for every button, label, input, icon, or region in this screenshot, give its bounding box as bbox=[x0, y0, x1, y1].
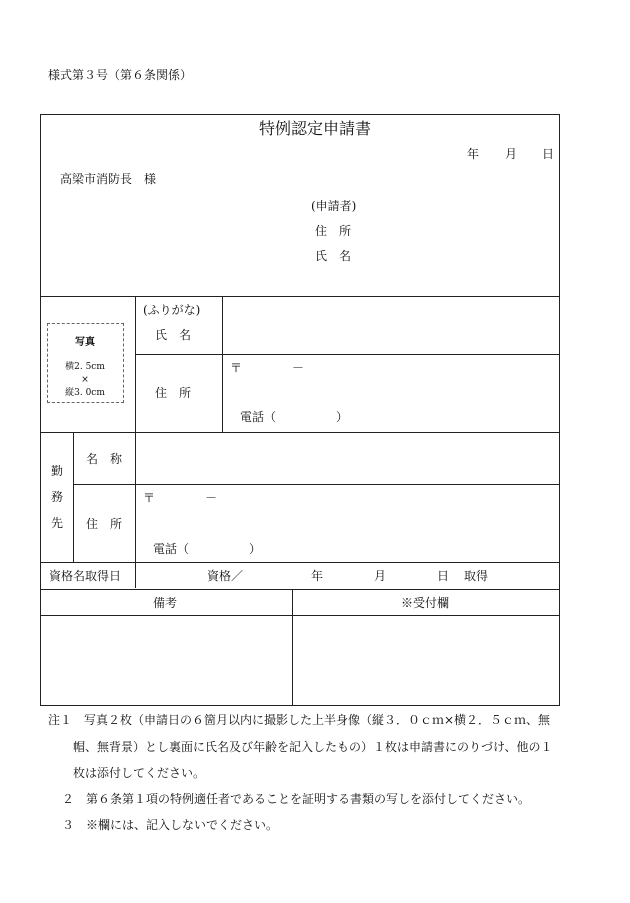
workplace-name-label: 名 称 bbox=[86, 452, 123, 466]
note-1-line-2: 帽、無背景）とし裏面に氏名及び年齢を記入したもの）１枚は申請書にのりづけ、他の１ bbox=[73, 740, 553, 754]
rule-qualification-bottom bbox=[40, 589, 560, 590]
rule-header-bottom bbox=[40, 296, 560, 297]
note-2: ２ 第６条第１項の特例適任者であることを証明する書類の写しを添付してください。 bbox=[62, 792, 531, 806]
workplace-char-2: 務 bbox=[51, 490, 64, 504]
person-postal-mark: 〒 bbox=[230, 361, 243, 375]
qualification-name[interactable]: 資格／ bbox=[207, 569, 244, 583]
form-title: 特例認定申請書 bbox=[258, 119, 371, 138]
workplace-address-label: 住 所 bbox=[86, 517, 123, 531]
applicant-address-label: 住 所 bbox=[315, 224, 352, 238]
date-month[interactable]: 月 bbox=[505, 147, 518, 161]
photo-width: 横2. 5cm bbox=[65, 362, 105, 372]
person-name-label: 氏 名 bbox=[155, 328, 192, 342]
addressee: 高梁市消防長 様 bbox=[60, 172, 157, 186]
furigana-label: (ふりがな) bbox=[143, 303, 201, 317]
qualification-year: 年 bbox=[311, 569, 324, 583]
rule-remarks-divider bbox=[292, 589, 293, 706]
rule-label-column bbox=[135, 296, 136, 588]
rule-workplace-vertical bbox=[73, 432, 74, 562]
rule-person-value-column bbox=[222, 296, 223, 432]
qualification-acquired: 取得 bbox=[464, 569, 489, 583]
workplace-postal-dash: － bbox=[205, 491, 218, 505]
qualification-month: 月 bbox=[374, 569, 387, 583]
person-postal-dash: － bbox=[292, 361, 305, 375]
reception-header: ※受付欄 bbox=[401, 596, 450, 610]
workplace-phone-field[interactable]: 電話（ ） bbox=[153, 542, 262, 556]
date-year[interactable]: 年 bbox=[467, 147, 480, 161]
workplace-postal-mark: 〒 bbox=[143, 491, 156, 505]
rule-workplace-bottom bbox=[40, 562, 560, 563]
workplace-char-3: 先 bbox=[51, 516, 64, 530]
form-number: 様式第３号（第６条関係） bbox=[48, 68, 193, 82]
applicant-heading: (申請者) bbox=[311, 199, 357, 213]
person-address-label: 住 所 bbox=[155, 386, 192, 400]
rule-name-bottom bbox=[135, 354, 560, 355]
person-phone-field[interactable]: 電話（ ） bbox=[240, 410, 349, 424]
rule-remarks-header-bottom bbox=[40, 615, 560, 616]
note-3: ３ ※欄には、記入しないでください。 bbox=[62, 818, 279, 832]
rule-workplace-name-bottom bbox=[73, 484, 560, 485]
workplace-char-1: 勤 bbox=[51, 464, 64, 478]
note-1-line-3: 枚は添付してください。 bbox=[73, 766, 206, 780]
date-day[interactable]: 日 bbox=[542, 147, 555, 161]
photo-placeholder bbox=[47, 323, 124, 403]
qualification-day: 日 bbox=[437, 569, 450, 583]
qualification-label: 資格名取得日 bbox=[49, 569, 122, 583]
rule-person-bottom bbox=[40, 432, 560, 433]
photo-label: 写真 bbox=[75, 337, 95, 348]
note-1-line-1: 注１ 写真２枚（申請日の６箇月以内に撮影した上半身像（縦３．０ｃｍ×横２．５ｃｍ、無 bbox=[48, 713, 551, 727]
remarks-header: 備考 bbox=[153, 596, 178, 610]
applicant-name-label: 氏 名 bbox=[315, 249, 352, 263]
photo-height: 縦3. 0cm bbox=[65, 388, 105, 398]
photo-times: × bbox=[81, 375, 89, 385]
